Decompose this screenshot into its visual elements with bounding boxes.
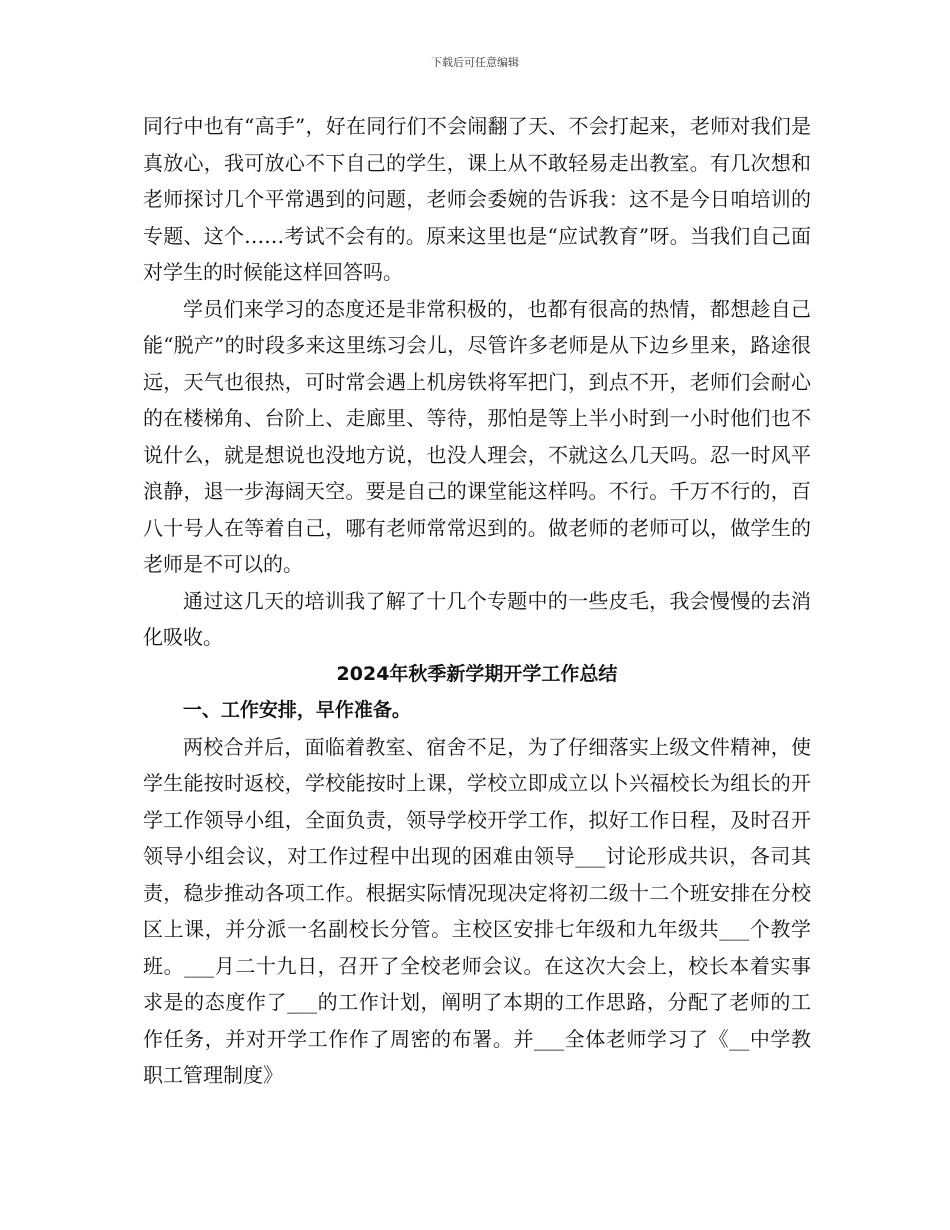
- document-body: [143, 108, 811, 1094]
- section-heading: 一、工作安排，早作准备。: [182, 699, 411, 721]
- page-header: 下载后可任意编辑: [431, 56, 519, 69]
- paragraph-3: 通过这几天的培训我了解了十几个专题中的一些皮毛，我会慢慢的去消化吸收。: [143, 588, 811, 649]
- paragraph-1: 同行中也有“高手”，好在同行们不会闹翻了天、不会打起来，老师对我们是真放心，我可放心不下自己的学生，课上从不敢轻易走出教室。有几次想和老师探讨几个平常遇到的问题，老师会委婉的告诉我：这不是今日咱培训的专题、这个……考试不会有的。原来这里也是“应试教育”呀。当我们自己面对学生的时候能这样回答吗。: [143, 114, 811, 284]
- document-title: 2024年秋季新学期开学工作总结: [336, 662, 618, 685]
- section-body: 两校合并后，面临着教室、宿舍不足，为了仔细落实上级文件精神，使学生能按时返校，学校能按时上课，学校立即成立以卜兴福校长为组长的开学工作领导小组，全面负责，领导学校开学工作，拟好工作日程，及时召开领导小组会议，对工作过程中出现的困难由领导___讨论形成共识，各司其责，稳步推动各项工作。根据实际情况现决定将初二级十二个班安排在分校区上课，并分派一名副校长分管。主校区安排七年级和九年级共___个教学班。___月二十九日，召开了全校老师会议。在这次大会上，校长本着实事求是的态度作了___的工作计划，阐明了本期的工作思路，分配了老师的工作任务，并对开学工作作了周密的布署。并___全体老师学习了《__中学教职工管理制度》: [143, 734, 811, 1087]
- paragraph-2: 学员们来学习的态度还是非常积极的，也都有很高的热情，都想趁自己能“脱产”的时段多来这里练习会儿，尽管许多老师是从下边乡里来，路途很远，天气也很热，可时常会遇上机房铁将军把门，到点不开，老师们会耐心的在楼梯角、台阶上、走廊里、等待，那怕是等上半小时到一小时他们也不说什么，就是想说也没地方说，也没人理会，不就这么几天吗。忍一时风平浪静，退一步海阔天空。要是自己的课堂能这样吗。不行。千万不行的，百八十号人在等着自己，哪有老师常常迟到的。做老师的老师可以，做学生的老师是不可以的。: [143, 296, 811, 576]
